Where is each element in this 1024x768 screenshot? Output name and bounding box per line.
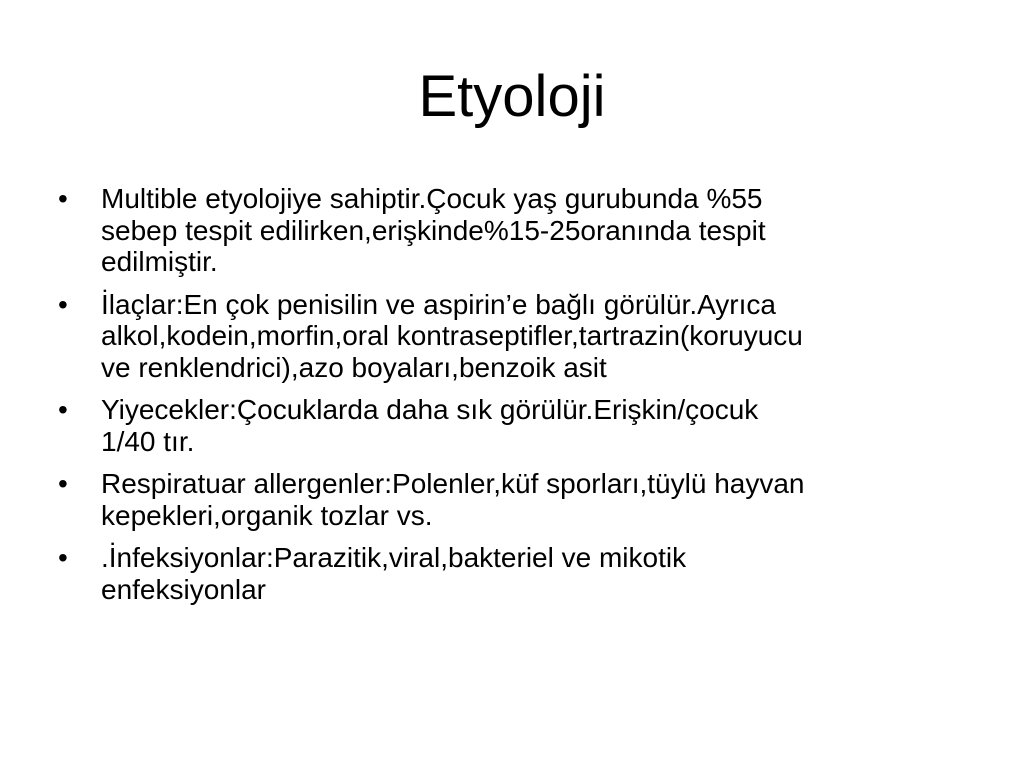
bullet-text: Respiratuar allergenler:Polenler,küf sporları,tüylü hayvan kepekleri,organik tozlar vs. bbox=[101, 468, 805, 531]
bullet-item-infections bbox=[58, 542, 978, 605]
bullet-text: Yiyecekler:Çocuklarda daha sık görülür.Erişkin/çocuk 1/40 tır. bbox=[101, 394, 759, 457]
bullet-list bbox=[58, 183, 978, 616]
bullet-item-respiratory-allergens bbox=[58, 468, 978, 531]
bullet-icon: • bbox=[58, 288, 68, 320]
bullet-icon: • bbox=[58, 394, 68, 425]
bullet-text: İlaçlar:En çok penisilin ve aspirin’e bağlı görülür.Ayrıca alkol,kodein,morfin,oral kontraseptifler,tartrazin(koruyucu ve renklendrici),azo boyaları,benzoik asit bbox=[101, 288, 803, 383]
bullet-text: .İnfeksiyonlar:Parazitik,viral,bakteriel ve mikotik enfeksiyonlar bbox=[101, 542, 687, 605]
bullet-item-multiple-etiology bbox=[58, 183, 978, 278]
bullet-item-drugs bbox=[58, 289, 978, 384]
slide-title: Etyoloji bbox=[418, 64, 606, 129]
bullet-icon: • bbox=[58, 542, 68, 573]
bullet-text: Multible etyolojiye sahiptir.Çocuk yaş gurubunda %55 sebep tespit edilirken,erişkinde%15-25oranında tespit edilmiştir. bbox=[101, 183, 766, 277]
bullet-icon: • bbox=[58, 183, 68, 214]
bullet-icon: • bbox=[58, 468, 68, 499]
bullet-item-foods bbox=[58, 394, 978, 457]
